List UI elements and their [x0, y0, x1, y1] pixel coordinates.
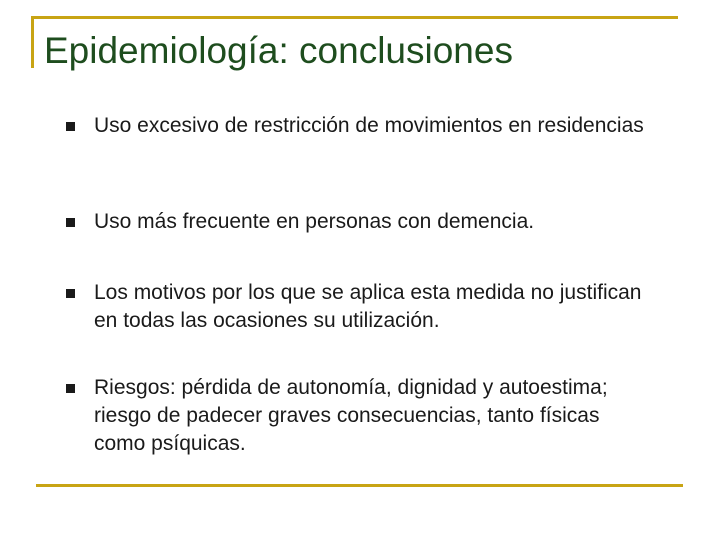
- bullet-text: Uso más frecuente en personas con demencia.: [94, 210, 535, 233]
- title-left-rule: [31, 16, 34, 68]
- bullet-text: Los motivos por los que se aplica esta medida no justifican en todas las ocasiones su utilización.: [94, 281, 642, 332]
- bullet-text: Uso excesivo de restricción de movimientos en residencias: [94, 114, 644, 137]
- bottom-rule: [36, 484, 683, 487]
- bullet-text: Riesgos: pérdida de autonomía, dignidad y autoestima; riesgo de padecer graves consecuencias, tanto físicas como psíquicas.: [94, 376, 608, 455]
- slide-title: Epidemiología: conclusiones: [44, 30, 513, 71]
- square-bullet-icon: [66, 384, 75, 393]
- square-bullet-icon: [66, 289, 75, 298]
- square-bullet-icon: [66, 218, 75, 227]
- square-bullet-icon: [66, 122, 75, 131]
- title-top-rule: [31, 16, 678, 19]
